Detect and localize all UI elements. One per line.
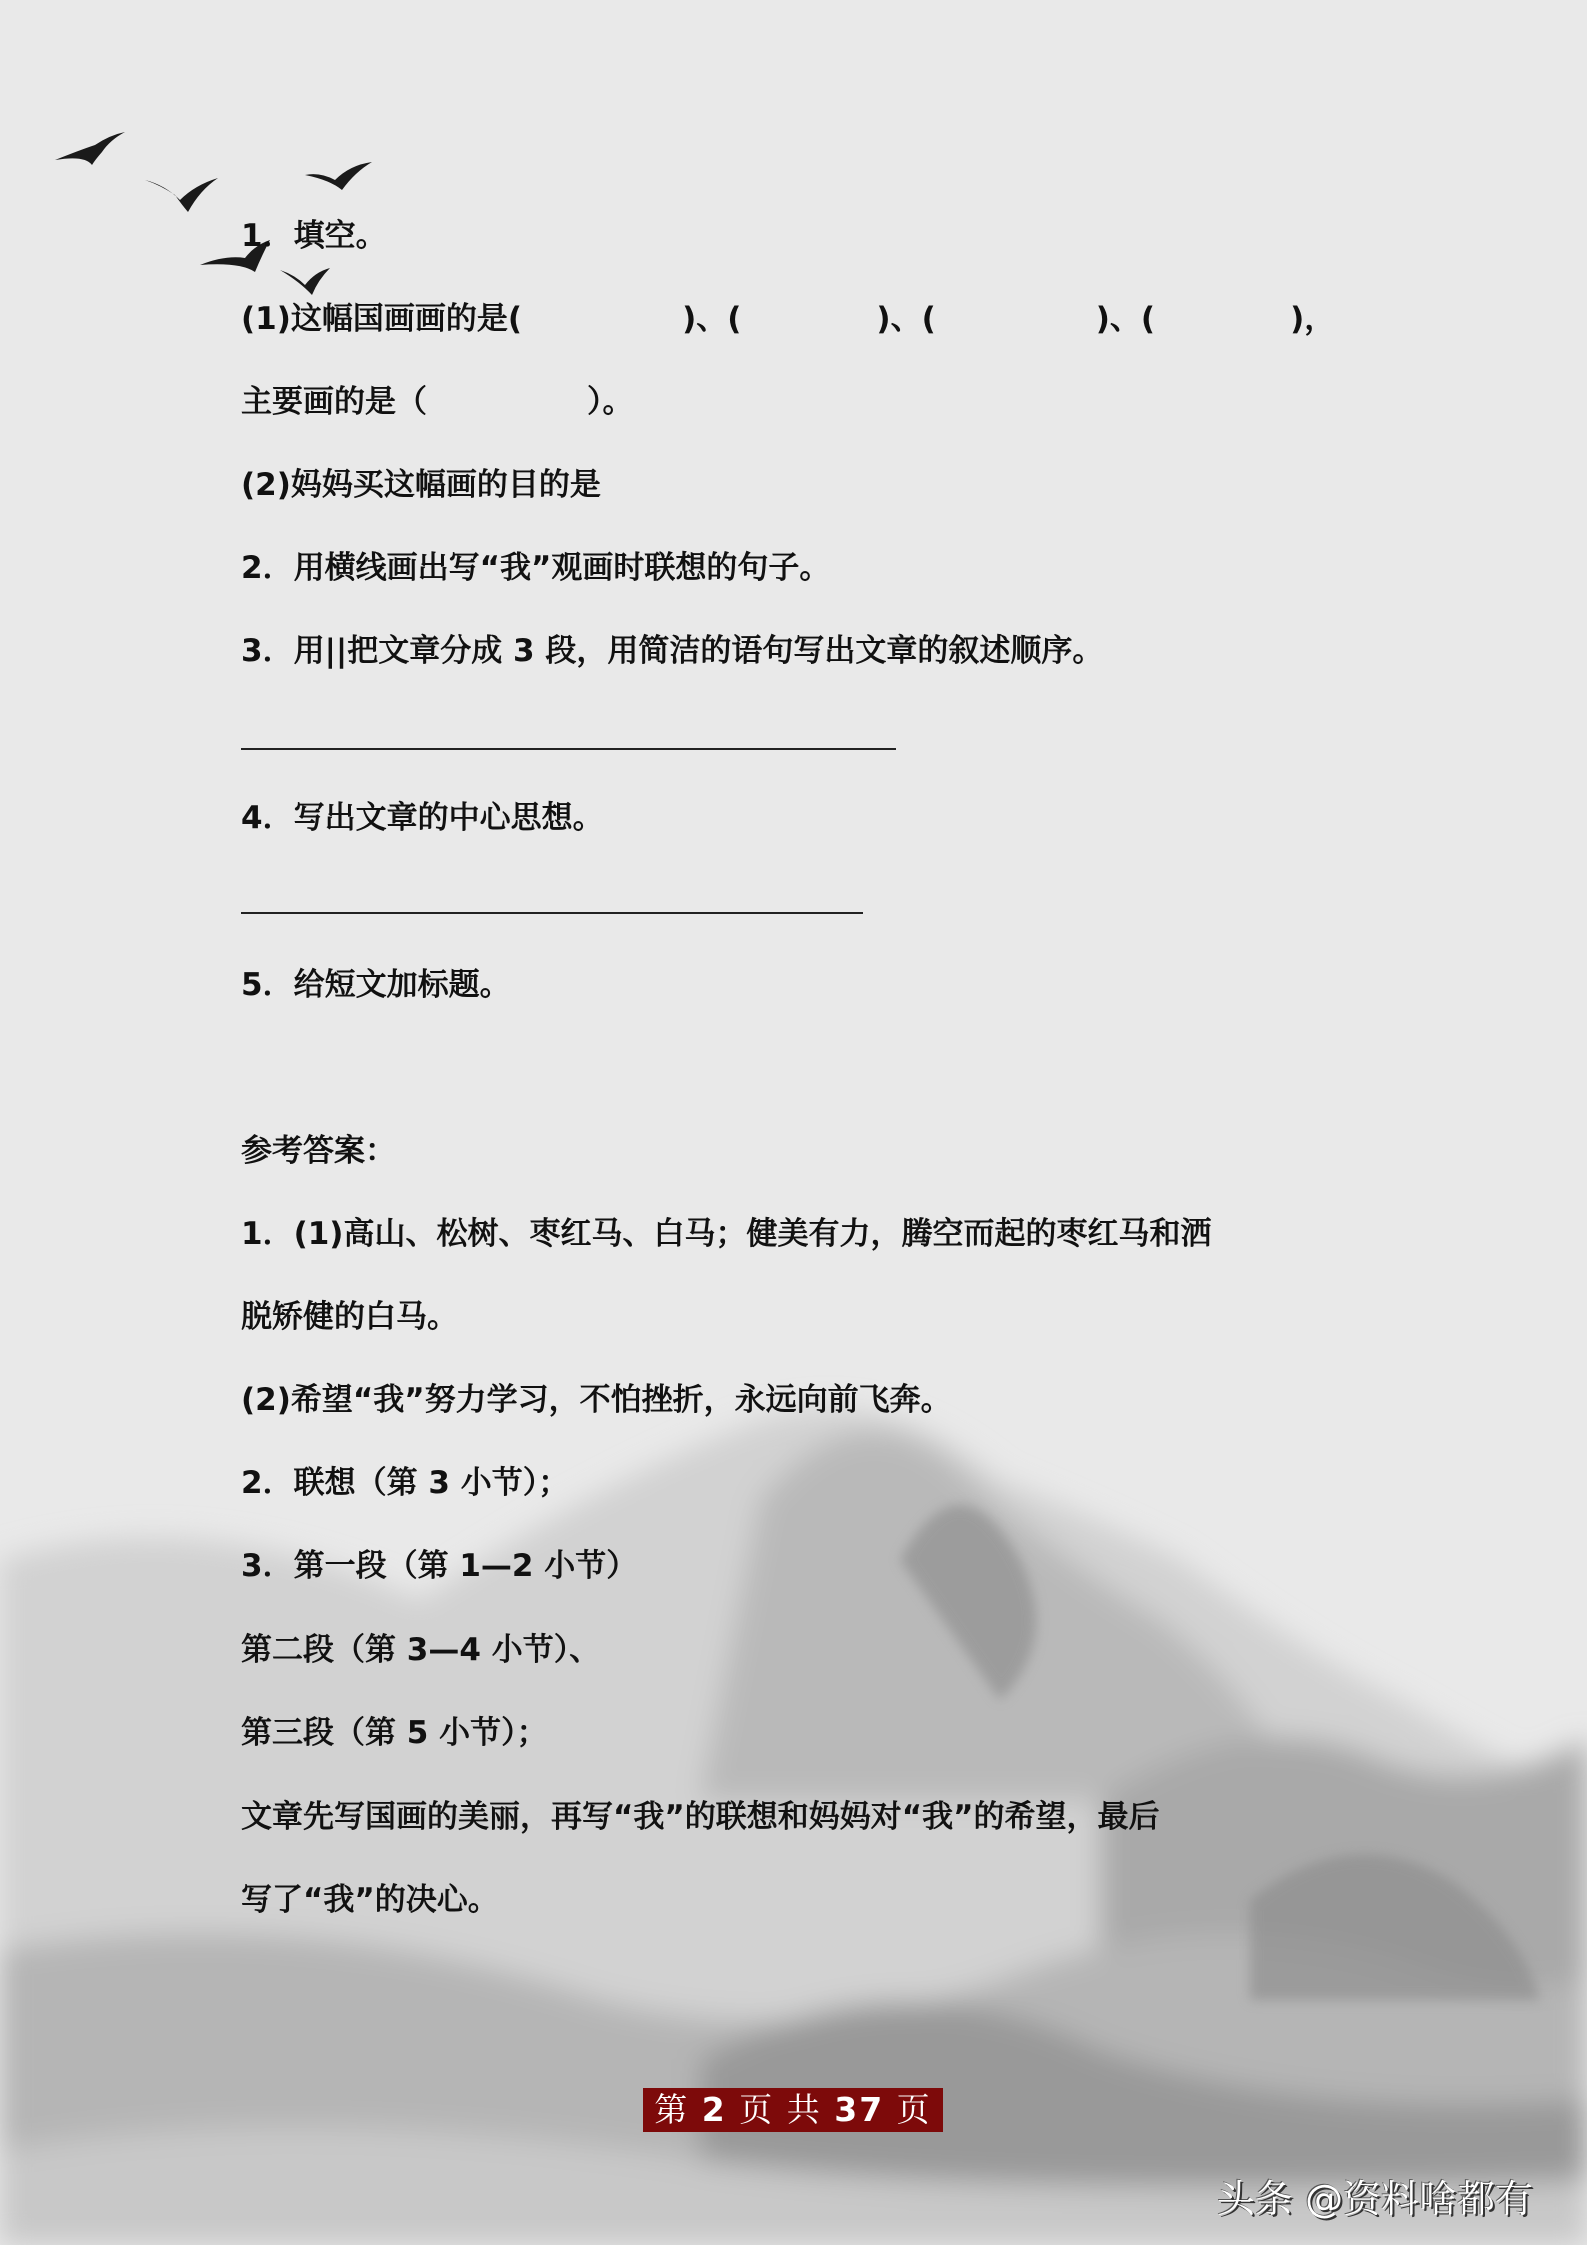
answer-1-1-line1: 1．(1)高山、松树、枣红马、白马；健美有力，腾空而起的枣红马和洒 xyxy=(241,1216,1212,1252)
q1-1-line2-text: 主要画的是（ xyxy=(241,384,427,420)
question-1-1-blanks xyxy=(241,299,1335,339)
answer-3-5: 写了“我”的决心。 xyxy=(241,1882,499,1918)
answer-3-1: 3．第一段（第 1—2 小节） xyxy=(241,1548,638,1584)
answer-1-2: (2)希望“我”努力学习，不怕挫折，永远向前飞奔。 xyxy=(241,1382,952,1418)
answer-2: 2．联想（第 3 小节）； xyxy=(241,1465,570,1501)
birds-decoration xyxy=(55,132,372,295)
page-label: 页 共 xyxy=(726,2090,835,2129)
answer-3-4: 文章先写国画的美丽，再写“我”的联想和妈妈对“我”的希望，最后 xyxy=(241,1799,1160,1835)
question-1-1-line2 xyxy=(241,382,634,422)
q1-1-sep: )、( xyxy=(682,301,742,337)
q1-1-sep: )、( xyxy=(876,301,936,337)
q1-1-sep: )、( xyxy=(1095,301,1156,337)
question-2: 2．用横线画出写“我”观画时联想的句子。 xyxy=(241,550,831,586)
answer-line-q4 xyxy=(241,912,863,914)
page-number: 2 xyxy=(701,2090,727,2129)
answer-3-3: 第三段（第 5 小节）； xyxy=(241,1715,548,1751)
answer-3-2: 第二段（第 3—4 小节）、 xyxy=(241,1632,601,1668)
answer-line-q3 xyxy=(241,748,896,750)
answer-1-1-line2: 脱矫健的白马。 xyxy=(241,1299,458,1335)
page-label: 第 xyxy=(654,2090,702,2129)
watermark: 头条 @资料啥都有 xyxy=(1217,2177,1534,2221)
q1-1-end: )， xyxy=(1290,301,1336,337)
page-total: 37 xyxy=(834,2090,885,2129)
q1-1-line2-end: ）。 xyxy=(587,384,634,420)
question-1-title: 1．填空。 xyxy=(241,218,387,254)
page-indicator xyxy=(643,2088,943,2132)
q1-1-prefix: (1)这幅国画画的是( xyxy=(241,301,523,337)
answers-heading: 参考答案： xyxy=(241,1133,396,1169)
page-label: 页 xyxy=(884,2090,932,2129)
question-3: 3．用||把文章分成 3 段，用简洁的语句写出文章的叙述顺序。 xyxy=(241,633,1104,669)
question-5: 5．给短文加标题。 xyxy=(241,967,511,1003)
question-4: 4．写出文章的中心思想。 xyxy=(241,800,604,836)
question-1-2: (2)妈妈买这幅画的目的是 xyxy=(241,467,601,503)
